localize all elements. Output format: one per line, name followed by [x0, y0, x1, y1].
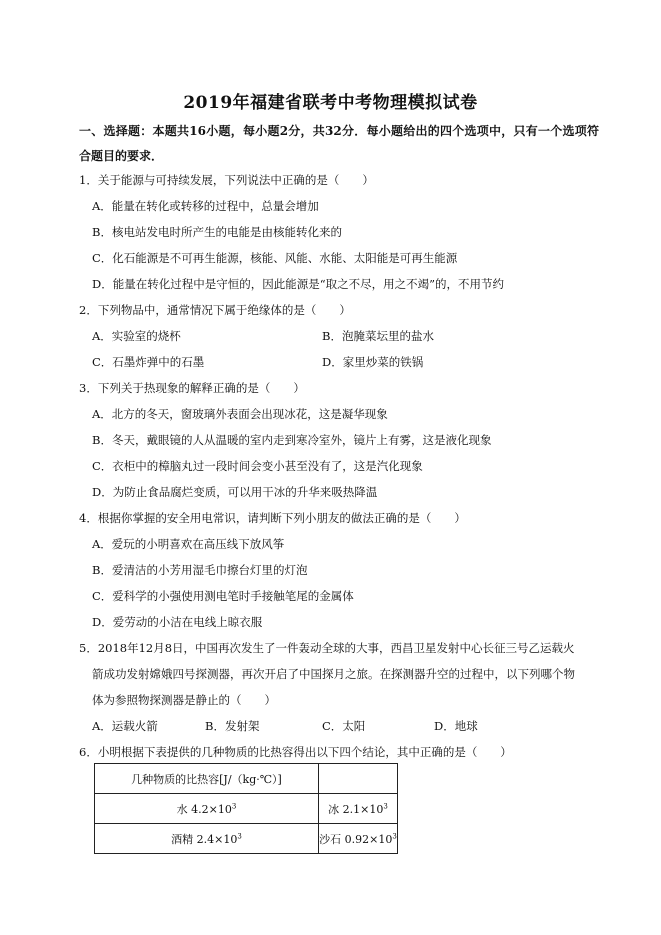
question-3-option-c: C．衣柜中的樟脑丸过一段时间会变小甚至没有了，这是汽化现象 [92, 459, 423, 473]
question-4-option-c: C．爱科学的小强使用测电笔时手接触笔尾的金属体 [92, 589, 354, 603]
question-5-stem-line-2: 箭成功发射嫦娥四号探测器，再次开启了中国探月之旅。在探测器升空的过程中，以下列哪个物 [92, 667, 575, 681]
question-1-stem: 1．关于能源与可持续发展，下列说法中正确的是（ ） [79, 173, 374, 187]
question-3-option-d: D．为防止食品腐烂变质，可以用干冰的升华来吸热降温 [92, 485, 378, 499]
question-5-option-a: A．运载火箭 [92, 719, 158, 733]
table-cell [319, 824, 398, 854]
substance-name: 沙石 [319, 832, 342, 846]
table-header-empty-cell [319, 764, 398, 794]
heat-exponent: 3 [383, 801, 388, 810]
table-cell [319, 794, 398, 824]
question-1-option-b: B．核电站发电时所产生的电能是由核能转化来的 [92, 225, 342, 239]
page-title: 2019年福建省联考中考物理模拟试卷 [183, 93, 478, 113]
question-1-option-a: A．能量在转化或转移的过程中，总量会增加 [92, 199, 319, 213]
table-header-cell [95, 764, 319, 794]
question-5-option-d: D．地球 [434, 719, 478, 733]
question-4-option-d: D．爱劳动的小洁在电线上晾衣服 [92, 615, 263, 629]
heat-value: 0.92×10 [344, 832, 393, 846]
question-4-option-b: B．爱清洁的小芳用湿毛巾擦台灯里的灯泡 [92, 563, 308, 577]
heat-value: 2.4×10 [196, 832, 238, 846]
question-4-stem: 4．根据你掌握的安全用电常识，请判断下列小朋友的做法正确的是（ ） [79, 511, 466, 525]
table-cell [95, 794, 319, 824]
question-5-option-b: B．发射架 [205, 719, 260, 733]
substance-name: 冰 [328, 802, 340, 816]
question-5-option-c: C．太阳 [322, 719, 366, 733]
question-5-stem-line-3: 体为参照物探测器是静止的（ ） [92, 693, 276, 707]
question-2-option-a: A．实验室的烧杯 [92, 329, 181, 343]
heat-exponent: 3 [237, 831, 242, 840]
substance-name: 酒精 [171, 832, 194, 846]
heat-value: 4.2×10 [191, 802, 232, 816]
question-2-option-b: B．泡腌菜坛里的盐水 [322, 329, 434, 343]
question-3-option-b: B．冬天，戴眼镜的人从温暖的室内走到寒冷室外，镜片上有雾，这是液化现象 [92, 433, 492, 447]
heat-exponent: 3 [392, 831, 397, 840]
heat-value: 2.1×10 [342, 802, 384, 816]
question-2-stem: 2．下列物品中，通常情况下属于绝缘体的是（ ） [79, 303, 351, 317]
table-row [95, 794, 398, 824]
heat-exponent: 3 [231, 801, 237, 810]
table-row [95, 824, 398, 854]
question-2-option-c: C．石墨炸弹中的石墨 [92, 355, 205, 369]
section-instructions: 一、选择题：本题共16小题，每小题2分，共32分．每小题给出的四个选项中，只有一个选项符合题目的要求． [79, 124, 599, 163]
question-1-option-d: D．能量在转化过程中是守恒的，因此能源是“取之不尽，用之不竭”的，不用节约 [92, 277, 504, 291]
table-cell [95, 824, 319, 854]
question-4-option-a: A．爱玩的小明喜欢在高压线下放风筝 [92, 537, 285, 551]
question-2-option-d: D．家里炒菜的铁锅 [322, 355, 424, 369]
table-header: 几种物质的比热容[J/（kg·℃）] [131, 772, 282, 786]
question-1-option-c: C．化石能源是不可再生能源，核能、风能、水能、太阳能是可再生能源 [92, 251, 458, 265]
question-3-option-a: A．北方的冬天，窗玻璃外表面会出现冰花，这是凝华现象 [92, 407, 388, 421]
question-6-stem: 6．小明根据下表提供的几种物质的比热容得出以下四个结论，其中正确的是（ ） [79, 745, 512, 759]
question-5-stem-line-1: 5．2018年12月8日，中国再次发生了一件轰动全球的大事，西昌卫星发射中心长征三号乙运载火 [79, 641, 575, 655]
question-3-stem: 3．下列关于热现象的解释正确的是（ ） [79, 381, 305, 395]
substance-name: 水 [176, 802, 188, 816]
table-header-row [95, 764, 398, 794]
specific-heat-table [94, 763, 398, 854]
